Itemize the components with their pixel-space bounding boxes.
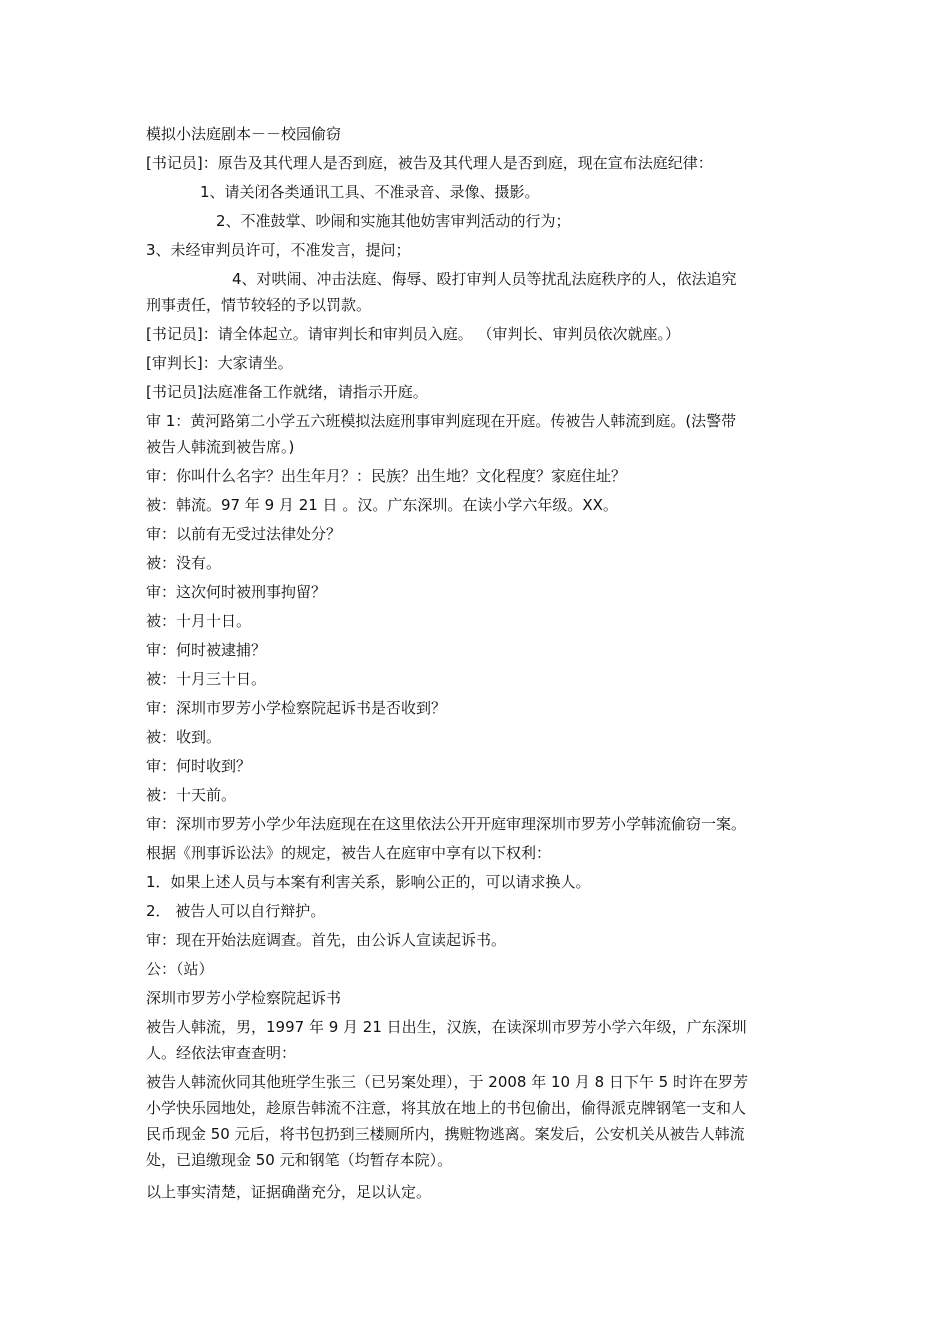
text-line: 被告人韩流，男，1997 年 9 月 21 日出生，汉族，在读深圳市罗芳小学六年级，广东深圳 — [146, 1018, 747, 1036]
text-line: 小学快乐园地处，趁原告韩流不注意，将其放在地上的书包偷出，偷得派克牌钢笔一支和人 — [146, 1099, 747, 1117]
text-line: 1．如果上述人员与本案有利害关系，影响公正的，可以请求换人。 — [146, 873, 591, 891]
text-line: 审：你叫什么名字？出生年月？：民族？出生地？文化程度？家庭住址？ — [146, 467, 627, 485]
text-line: 审：现在开始法庭调查。首先，由公诉人宣读起诉书。 — [146, 931, 507, 949]
text-line: 被：十月三十日。 — [146, 670, 267, 688]
text-line: 审：深圳市罗芳小学检察院起诉书是否收到？ — [146, 699, 447, 717]
text-line: 被告人韩流伙同其他班学生张三（已另案处理），于 2008 年 10 月 8 日下午 5 时许在罗芳 — [146, 1073, 748, 1091]
text-line: 被：韩流。97 年 9 月 21 日 。汉。广东深圳。在读小学六年级。XX。 — [146, 496, 618, 514]
text-line: 处，已追缴现金 50 元和钢笔（均暂存本院）。 — [146, 1151, 453, 1169]
text-line: 民币现金 50 元后，将书包扔到三楼厕所内，携赃物逃离。案发后，公安机关从被告人韩流 — [146, 1125, 745, 1143]
text-line: 审：深圳市罗芳小学少年法庭现在在这里依法公开开庭审理深圳市罗芳小学韩流偷窃一案。 — [146, 815, 747, 833]
text-line: [书记员]：原告及其代理人是否到庭，被告及其代理人是否到庭，现在宣布法庭纪律： — [146, 154, 713, 172]
text-line: 被告人韩流到被告席。) — [146, 438, 295, 456]
text-line: 被：十月十日。 — [146, 612, 252, 630]
text-line: 被：收到。 — [146, 728, 222, 746]
section-title: 深圳市罗芳小学检察院起诉书 — [146, 989, 342, 1007]
text-line: 3、未经审判员许可，不准发言，提问； — [146, 241, 411, 259]
text-line: 审：何时收到？ — [146, 757, 252, 775]
text-line: 以上事实清楚，证据确凿充分，足以认定。 — [146, 1183, 432, 1201]
text-line: 公：（站） — [146, 960, 214, 978]
text-line: [书记员]法庭准备工作就绪，请指示开庭。 — [146, 383, 428, 401]
text-line: 刑事责任，情节较轻的予以罚款。 — [146, 296, 372, 314]
text-line: 审：以前有无受过法律处分？ — [146, 525, 342, 543]
text-line: 被：没有。 — [146, 554, 222, 572]
text-line: 4、对哄闹、冲击法庭、侮辱、殴打审判人员等扰乱法庭秩序的人，依法追究 — [232, 270, 737, 288]
text-line: 审：这次何时被刑事拘留？ — [146, 583, 327, 601]
text-line: 2、不准鼓掌、吵闹和实施其他妨害审判活动的行为； — [216, 212, 571, 230]
text-line: 审：何时被逮捕？ — [146, 641, 267, 659]
text-line: 被：十天前。 — [146, 786, 237, 804]
document-title: 模拟小法庭剧本－－校园偷窃 — [146, 125, 342, 143]
text-line: 1、请关闭各类通讯工具、不准录音、录像、摄影。 — [200, 183, 540, 201]
text-line: 根据《刑事诉讼法》的规定，被告人在庭审中享有以下权利： — [146, 844, 552, 862]
text-line: 2． 被告人可以自行辩护。 — [146, 902, 326, 920]
text-line: [审判长]：大家请坐。 — [146, 354, 293, 372]
text-line: 人。经依法审查查明： — [146, 1044, 297, 1062]
text-line: 审 1：黄河路第二小学五六班模拟法庭刑事审判庭现在开庭。传被告人韩流到庭。(法警带 — [146, 412, 737, 430]
text-line: [书记员]：请全体起立。请审判长和审判员入庭。 （审判长、审判员依次就座。） — [146, 325, 680, 343]
